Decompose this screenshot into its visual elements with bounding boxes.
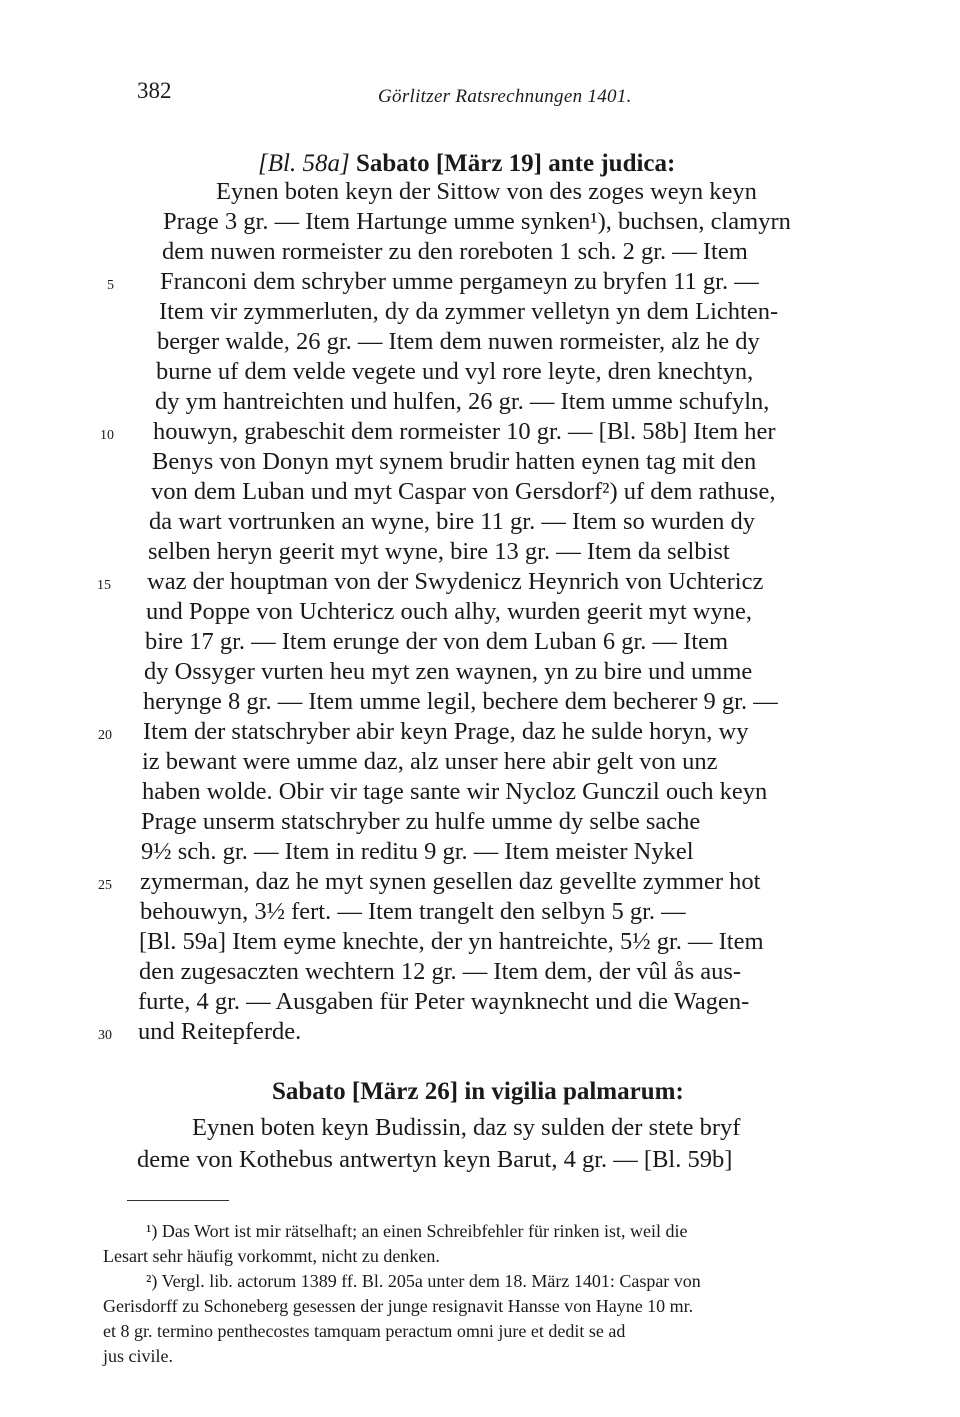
line-number: 10 [100,428,114,443]
footnote-line: Gerisdorff zu Schoneberg gesessen der junge resignavit Hansse von Hayne 10 mr. [103,1296,694,1316]
line-number: 5 [107,278,114,293]
body-line: von dem Luban und myt Caspar von Gersdorf²) uf dem rathuse, [151,478,776,505]
body-line: dy Ossyger vurten heu myt zen waynen, yn zu bire und umme [144,658,753,685]
running-head: Görlitzer Ratsrechnungen 1401. [378,86,632,107]
body-line: zymerman, daz he myt synen gesellen daz gevellte zymmer hot [140,868,761,895]
body-line: herynge 8 gr. — Item umme legil, bechere dem becherer 9 gr. — [143,688,778,715]
footnote-rule [127,1200,229,1201]
body-line: berger walde, 26 gr. — Item dem nuwen rormeister, alz he dy [157,328,760,355]
footnote-line: et 8 gr. termino penthecostes tamquam peractum omni jure et dedit se ad [103,1321,626,1341]
page-number: 382 [137,78,172,103]
body-line: Eynen boten keyn Budissin, daz sy sulden der stete bryf [192,1114,741,1141]
section-heading-2: Sabato [März 26] in vigilia palmarum: [272,1078,684,1105]
body-line: behouwyn, 3½ fert. — Item trangelt den selbyn 5 gr. — [140,898,686,925]
body-line: Prage unserm statschryber zu hulfe umme dy selbe sache [141,808,701,835]
line-number: 15 [97,578,111,593]
body-line: [Bl. 59a] Item eyme knechte, der yn hantreichte, 5½ gr. — Item [139,928,764,955]
body-line: burne uf dem velde vegete und vyl rore leyte, dren knechtyn, [156,358,754,385]
body-line: waz der houptman von der Swydenicz Heynrich von Uchtericz [147,568,764,595]
body-line: da wart vortrunken an wyne, bire 11 gr. — Item so wurden dy [149,508,755,535]
body-line: iz bewant were umme daz, alz unser here abir gelt von unz [142,748,718,775]
line-number: 25 [98,878,112,893]
body-line: bire 17 gr. — Item erunge der von dem Luban 6 gr. — Item [145,628,729,655]
body-line: und Poppe von Uchtericz ouch alhy, wurden geerit myt wyne, [146,598,752,625]
body-line: 9½ sch. gr. — Item in reditu 9 gr. — Item meister Nykel [141,838,694,865]
body-line: und Reitepferde. [138,1018,302,1045]
body-line: den zugesaczten wechtern 12 gr. — Item dem, der vûl ås aus- [139,958,742,985]
line-number: 20 [98,728,112,743]
footnote-line: ²) Vergl. lib. actorum 1389 ff. Bl. 205a unter dem 18. März 1401: Caspar von [146,1271,701,1291]
body-line: Franconi dem schryber umme pergameyn zu bryfen 11 gr. — [160,268,759,295]
body-line: Prage 3 gr. — Item Hartunge umme synken¹), buchsen, clamyrn [163,208,791,235]
section-heading-1-ref: [Bl. 58a] [258,150,350,177]
body-line: haben wolde. Obir vir tage sante wir Nycloz Gunczil ouch keyn [142,778,768,805]
body-line: Benys von Donyn myt synem brudir hatten eynen tag mit den [152,448,757,475]
line-number: 30 [98,1028,112,1043]
body-line: Item vir zymmerluten, dy da zymmer velletyn yn dem Lichten- [159,298,779,325]
section-heading-1-text: Sabato [März 19] ante judica: [355,150,676,177]
body-line: dem nuwen rormeister zu den roreboten 1 sch. 2 gr. — Item [162,238,748,265]
footnote-line: jus civile. [103,1346,173,1366]
body-line: Eynen boten keyn der Sittow von des zoges weyn keyn [216,178,757,205]
footnote-line: Lesart sehr häufig vorkommt, nicht zu denken. [103,1246,440,1266]
body-line: Item der statschryber abir keyn Prage, daz he sulde horyn, wy [143,718,749,745]
body-line: furte, 4 gr. — Ausgaben für Peter waynknecht und die Wagen- [138,988,750,1015]
body-line: dy ym hantreichten und hulfen, 26 gr. — Item umme schufyln, [155,388,770,415]
body-line: deme von Kothebus antwertyn keyn Barut, 4 gr. — [Bl. 59b] [137,1146,733,1173]
footnote-line: ¹) Das Wort ist mir rätselhaft; an einen Schreibfehler für rinken ist, weil die [146,1221,688,1241]
body-line: houwyn, grabeschit dem rormeister 10 gr. — [Bl. 58b] Item her [153,418,776,445]
section-heading-1 [258,150,675,178]
body-line: selben heryn geerit myt wyne, bire 13 gr. — Item da selbist [148,538,730,565]
